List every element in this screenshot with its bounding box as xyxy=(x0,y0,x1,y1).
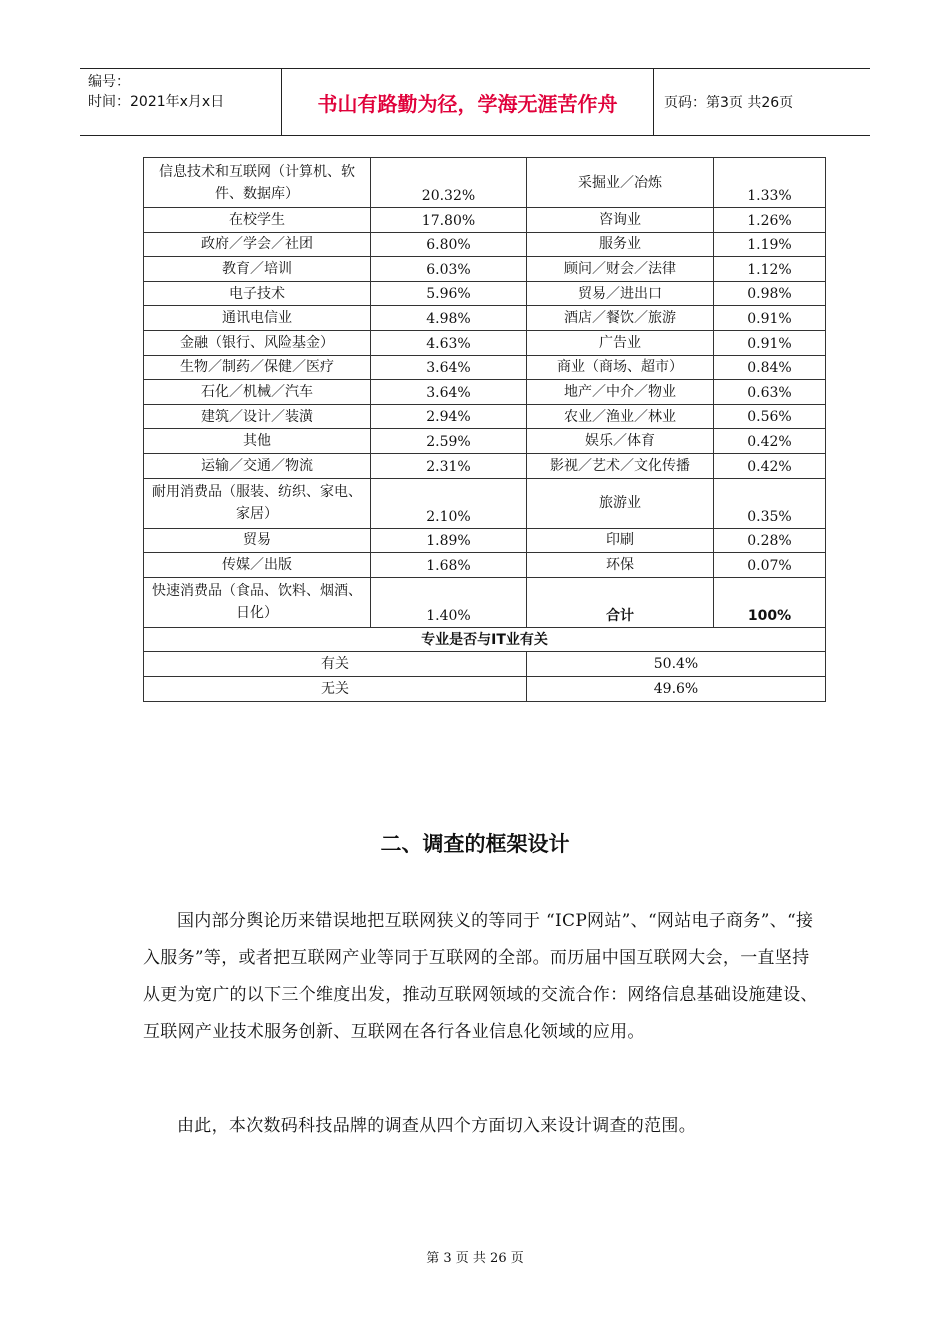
industry-name-cell: 贸易／进出口 xyxy=(527,281,714,306)
industry-name-cell: 政府／学会／社团 xyxy=(144,232,371,257)
industry-share-cell: 1.19% xyxy=(714,232,826,257)
industry-share-cell: 0.35% xyxy=(714,478,826,528)
industry-share-cell: 1.26% xyxy=(714,208,826,233)
industry-share-cell: 6.80% xyxy=(371,232,527,257)
industry-name-cell: 商业（商场、超市） xyxy=(527,355,714,380)
table-row xyxy=(144,257,826,282)
industry-name-cell: 生物／制药／保健／医疗 xyxy=(144,355,371,380)
it-relation-label-cell: 无关 xyxy=(144,676,527,701)
table-row xyxy=(144,306,826,331)
table-row xyxy=(144,355,826,380)
industry-share-cell: 3.64% xyxy=(371,380,527,405)
table-row xyxy=(144,232,826,257)
industry-share-cell: 100% xyxy=(714,577,826,627)
industry-name-cell: 快速消费品（食品、饮料、烟酒、日化） xyxy=(144,577,371,627)
industry-share-cell: 3.64% xyxy=(371,355,527,380)
industry-share-cell: 1.33% xyxy=(714,158,826,208)
industry-share-cell: 0.63% xyxy=(714,380,826,405)
industry-name-cell: 金融（银行、风险基金） xyxy=(144,330,371,355)
table-row xyxy=(144,652,826,677)
industry-share-cell: 4.98% xyxy=(371,306,527,331)
industry-share-cell: 2.94% xyxy=(371,404,527,429)
industry-name-cell: 石化／机械／汽车 xyxy=(144,380,371,405)
table-row xyxy=(144,528,826,553)
industry-name-cell: 地产／中介／物业 xyxy=(527,380,714,405)
header-page-info: 页码：第3页 共26页 xyxy=(664,95,794,111)
document-number-label: 编号： xyxy=(88,74,130,90)
it-relation-label-cell: 有关 xyxy=(144,652,527,677)
industry-share-cell: 0.56% xyxy=(714,404,826,429)
industry-share-cell: 20.32% xyxy=(371,158,527,208)
industry-share-cell: 0.98% xyxy=(714,281,826,306)
table-row xyxy=(144,380,826,405)
industry-share-cell: 1.12% xyxy=(714,257,826,282)
header-meta xyxy=(80,69,282,135)
industry-name-cell: 顾问／财会／法律 xyxy=(527,257,714,282)
table-row xyxy=(144,478,826,528)
table-row xyxy=(144,453,826,478)
industry-name-cell: 广告业 xyxy=(527,330,714,355)
table-row xyxy=(144,281,826,306)
page-header xyxy=(80,68,870,136)
industry-share-cell: 0.07% xyxy=(714,553,826,578)
table-subheader-row xyxy=(144,627,826,652)
industry-share-cell: 1.89% xyxy=(371,528,527,553)
table-row xyxy=(144,404,826,429)
industry-distribution-table xyxy=(143,157,826,702)
industry-name-cell: 合计 xyxy=(527,577,714,627)
industry-name-cell: 旅游业 xyxy=(527,478,714,528)
industry-share-cell: 0.84% xyxy=(714,355,826,380)
industry-share-cell: 2.59% xyxy=(371,429,527,454)
industry-share-cell: 0.91% xyxy=(714,306,826,331)
industry-name-cell: 建筑／设计／装潢 xyxy=(144,404,371,429)
body-paragraph-conclusion: 由此，本次数码科技品牌的调查从四个方面切入来设计调查的范围。 xyxy=(177,1116,696,1136)
industry-name-cell: 咨询业 xyxy=(527,208,714,233)
section-title: 二、调查的框架设计 xyxy=(380,832,570,856)
it-related-subheader: 专业是否与IT业有关 xyxy=(144,627,826,652)
industry-table-body xyxy=(144,158,826,702)
industry-name-cell: 电子技术 xyxy=(144,281,371,306)
industry-name-cell: 农业／渔业／林业 xyxy=(527,404,714,429)
industry-name-cell: 传媒／出版 xyxy=(144,553,371,578)
industry-name-cell: 耐用消费品（服装、纺织、家电、家居） xyxy=(144,478,371,528)
industry-name-cell: 酒店／餐饮／旅游 xyxy=(527,306,714,331)
table-row xyxy=(144,676,826,701)
table-row xyxy=(144,577,826,627)
industry-name-cell: 信息技术和互联网（计算机、软件、数据库） xyxy=(144,158,371,208)
table-row xyxy=(144,208,826,233)
industry-share-cell: 2.31% xyxy=(371,453,527,478)
table-row xyxy=(144,553,826,578)
industry-share-cell: 5.96% xyxy=(371,281,527,306)
table-row xyxy=(144,158,826,208)
industry-name-cell: 印刷 xyxy=(527,528,714,553)
industry-share-cell: 0.28% xyxy=(714,528,826,553)
it-relation-value-cell: 50.4% xyxy=(527,652,826,677)
industry-share-cell: 4.63% xyxy=(371,330,527,355)
industry-share-cell: 17.80% xyxy=(371,208,527,233)
industry-share-cell: 0.42% xyxy=(714,429,826,454)
industry-name-cell: 娱乐／体育 xyxy=(527,429,714,454)
industry-name-cell: 环保 xyxy=(527,553,714,578)
page-footer: 第 3 页 共 26 页 xyxy=(426,1251,524,1266)
industry-share-cell: 0.42% xyxy=(714,453,826,478)
document-date-label: 时间：2021年x月x日 xyxy=(88,94,225,110)
industry-share-cell: 0.91% xyxy=(714,330,826,355)
industry-name-cell: 其他 xyxy=(144,429,371,454)
industry-name-cell: 采掘业／冶炼 xyxy=(527,158,714,208)
industry-share-cell: 2.10% xyxy=(371,478,527,528)
table-row xyxy=(144,330,826,355)
industry-name-cell: 贸易 xyxy=(144,528,371,553)
body-paragraph: 国内部分舆论历来错误地把互联网狭义的等同于 “ICP网站”、“网站电子商务”、“接入服务”等，或者把互联网产业等同于互联网的全部。而历届中国互联网大会，一直坚持从更为宽广的以下三个维度出发，推动互联网领域的交流合作：网络信息基础设施建设、互联网产业技术服务创新、互联网在各行各业信息化领域的应用。 xyxy=(143,911,818,1042)
it-relation-value-cell: 49.6% xyxy=(527,676,826,701)
industry-share-cell: 1.40% xyxy=(371,577,527,627)
industry-name-cell: 在校学生 xyxy=(144,208,371,233)
table-row xyxy=(144,429,826,454)
industry-name-cell: 教育／培训 xyxy=(144,257,371,282)
industry-name-cell: 运输／交通／物流 xyxy=(144,453,371,478)
industry-name-cell: 通讯电信业 xyxy=(144,306,371,331)
header-motto: 书山有路勤为径，学海无涯苦作舟 xyxy=(282,69,654,135)
industry-name-cell: 影视／艺术／文化传播 xyxy=(527,453,714,478)
industry-share-cell: 6.03% xyxy=(371,257,527,282)
industry-name-cell: 服务业 xyxy=(527,232,714,257)
industry-share-cell: 1.68% xyxy=(371,553,527,578)
